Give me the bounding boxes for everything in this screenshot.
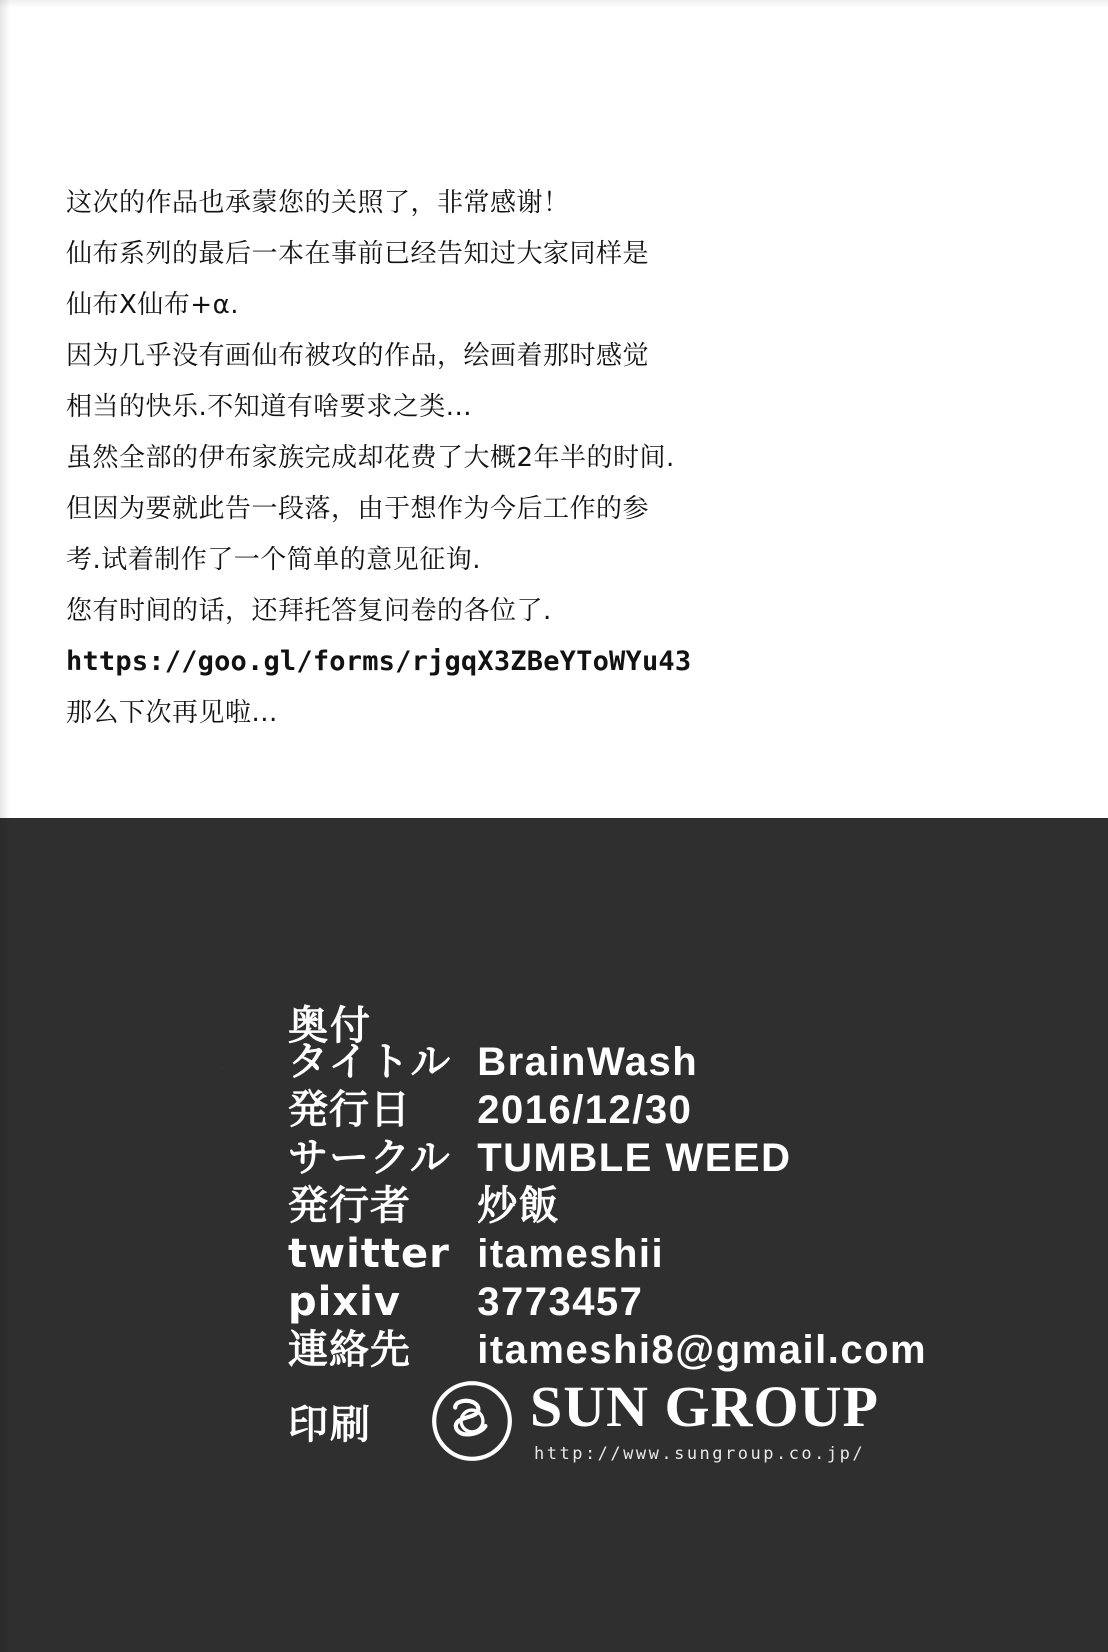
row-value-twitter: itameshii	[477, 1232, 665, 1276]
row-label-author: 発行者	[288, 1183, 411, 1229]
row-value-contact: itameshi8@gmail.com	[477, 1328, 928, 1372]
printer-logo-text-block	[530, 1374, 879, 1464]
afterword-line: 您有时间的话，还拜托答复问卷的各位了.	[62, 596, 1022, 626]
afterword-section	[0, 0, 1108, 818]
colophon-section	[0, 818, 1108, 1652]
table-row	[288, 1040, 927, 1088]
row-value-date: 2016/12/30	[477, 1088, 693, 1132]
afterword-line: 虽然全部的伊布家族完成却花费了大概2年半的时间.	[62, 443, 1022, 473]
table-row	[288, 1088, 927, 1136]
table-row	[288, 1280, 927, 1328]
table-row	[288, 1184, 927, 1232]
table-row	[288, 1232, 927, 1280]
row-value-author: 炒飯	[477, 1184, 561, 1228]
row-label-twitter: twitter	[288, 1231, 450, 1277]
sun-group-logo-icon	[430, 1379, 514, 1463]
afterword-line: 这次的作品也承蒙您的关照了，非常感谢！	[62, 188, 1022, 218]
printer-label: 印刷	[288, 1401, 372, 1448]
afterword-line: 那么下次再见啦...	[62, 698, 1022, 728]
afterword-line: 仙布X仙布+α.	[62, 290, 1022, 320]
table-row	[288, 1328, 927, 1376]
afterword-line: 但因为要就此告一段落，由于想作为今后工作的参	[62, 494, 1022, 524]
afterword-text	[62, 188, 1022, 749]
row-value-circle: TUMBLE WEED	[477, 1136, 792, 1180]
row-label-pixiv: pixiv	[288, 1279, 401, 1325]
afterword-line: 考.试着制作了一个简单的意见征询.	[62, 545, 1022, 575]
afterword-survey-url[interactable]: https://goo.gl/forms/rjgqX3ZBeYToWYu43	[62, 647, 1022, 677]
row-label-date: 発行日	[288, 1087, 411, 1133]
row-value-title: BrainWash	[477, 1040, 699, 1084]
printer-logo-text: SUN GROUP	[530, 1374, 879, 1439]
printer-logo	[430, 1374, 879, 1464]
row-value-pixiv: 3773457	[477, 1280, 644, 1324]
afterword-line: 仙布系列的最后一本在事前已经告知过大家同样是	[62, 239, 1022, 269]
row-label-title: タイトル	[288, 1039, 452, 1085]
row-label-circle: サークル	[288, 1135, 451, 1181]
table-row	[288, 1136, 927, 1184]
afterword-line: 因为几乎没有画仙布被攻的作品，绘画着那时感觉	[62, 341, 1022, 371]
afterword-line: 相当的快乐.不知道有啥要求之类...	[62, 392, 1022, 422]
printer-row	[288, 1374, 879, 1464]
row-label-contact: 連絡先	[288, 1327, 411, 1373]
printer-logo-url: http://www.sungroup.co.jp/	[534, 1444, 866, 1464]
colophon-heading: 奥付	[288, 1003, 372, 1049]
colophon-info-table	[288, 1040, 927, 1376]
